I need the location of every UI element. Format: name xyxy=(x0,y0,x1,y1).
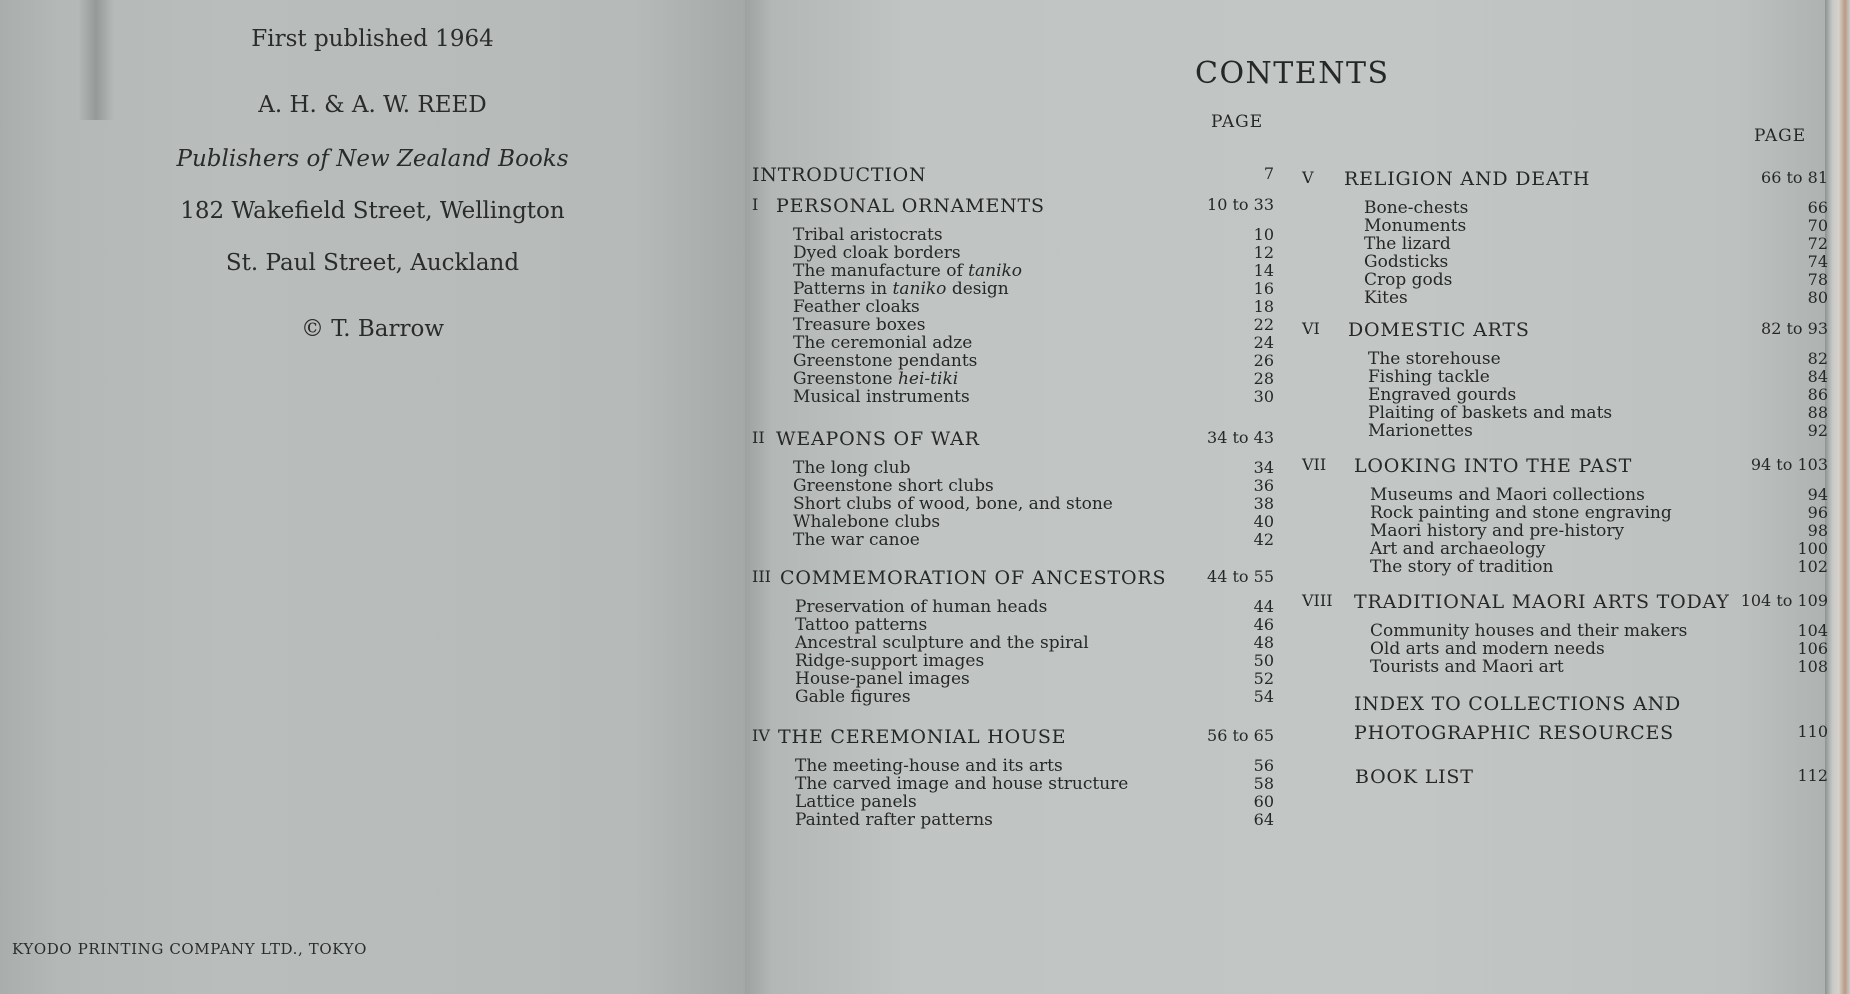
toc-entry-list xyxy=(752,756,1274,828)
toc-entry-title: The storehouse xyxy=(1368,349,1501,369)
toc-entry-page: 94 xyxy=(1807,485,1828,504)
printer-credit: KYODO PRINTING COMPANY LTD., TOKYO xyxy=(12,940,368,958)
toc-entry xyxy=(752,351,1274,369)
toc-entry xyxy=(752,756,1274,774)
toc-entry-title: Engraved gourds xyxy=(1368,385,1517,405)
toc-entry xyxy=(1302,639,1828,657)
toc-entry xyxy=(752,315,1274,333)
toc-entry xyxy=(752,279,1274,297)
toc-entry-list xyxy=(752,225,1274,405)
section-page-range: 7 xyxy=(1263,164,1274,183)
toc-entry xyxy=(1302,521,1828,539)
toc-entry-title: The carved image and house structure xyxy=(795,774,1129,794)
publisher-name: A. H. & A. W. REED xyxy=(258,92,487,118)
section-page-range: 94 to 103 xyxy=(1750,455,1828,474)
toc-entry-title: Kites xyxy=(1364,288,1408,308)
toc-entry xyxy=(752,369,1274,387)
toc-section-index-to-collections-and xyxy=(1302,693,1828,723)
toc-entry-title: Community houses and their makers xyxy=(1370,621,1688,641)
section-page-range: 10 to 33 xyxy=(1207,195,1274,214)
section-page-range: 44 to 55 xyxy=(1207,567,1274,586)
toc-entry-page: 36 xyxy=(1253,476,1274,495)
toc-entry-title: Tattoo patterns xyxy=(795,615,928,635)
toc-entry-page: 52 xyxy=(1253,669,1274,688)
toc-entry-title: Monuments xyxy=(1364,216,1467,236)
toc-entry xyxy=(1302,403,1828,421)
toc-entry-title: The meeting-house and its arts xyxy=(795,756,1063,776)
section-numeral: VI xyxy=(1302,319,1320,338)
toc-entry-page: 50 xyxy=(1253,651,1274,670)
toc-section-photographic-resources xyxy=(1302,722,1828,752)
toc-entry xyxy=(752,333,1274,351)
toc-entry xyxy=(752,651,1274,669)
toc-entry-title: Fishing tackle xyxy=(1368,367,1490,387)
toc-entry-title: Treasure boxes xyxy=(793,315,926,335)
toc-entry-page: 16 xyxy=(1253,279,1274,298)
imprint-page xyxy=(0,0,745,994)
toc-entry-page: 84 xyxy=(1807,367,1828,386)
toc-entry-list xyxy=(752,597,1274,705)
toc-entry xyxy=(752,792,1274,810)
toc-entry-title: The manufacture of taniko xyxy=(793,261,1023,281)
toc-entry xyxy=(1302,216,1828,234)
section-page-range: 82 to 93 xyxy=(1761,319,1828,338)
address-wellington: 182 Wakefield Street, Wellington xyxy=(180,198,565,224)
toc-entry xyxy=(1302,252,1828,270)
section-numeral: VIII xyxy=(1302,591,1333,610)
toc-entry-title: The long club xyxy=(793,458,911,478)
toc-entry xyxy=(752,633,1274,651)
toc-entry-page: 66 xyxy=(1807,198,1828,217)
publisher-tagline: Publishers of New Zealand Books xyxy=(176,146,569,172)
toc-entry xyxy=(1302,198,1828,216)
toc-entry xyxy=(1302,270,1828,288)
toc-entry-page: 38 xyxy=(1253,494,1274,513)
toc-entry xyxy=(1302,657,1828,675)
toc-entry-title: The lizard xyxy=(1364,234,1451,254)
toc-entry xyxy=(752,687,1274,705)
section-page-range: 110 xyxy=(1797,722,1828,741)
section-numeral: IV xyxy=(752,726,770,745)
section-title: BOOK LIST xyxy=(1355,766,1474,788)
toc-entry xyxy=(1302,539,1828,557)
section-title: PHOTOGRAPHIC RESOURCES xyxy=(1354,722,1674,744)
page-edge xyxy=(1825,0,1850,994)
toc-entry-title: Greenstone pendants xyxy=(793,351,978,371)
page-column-heading-right: PAGE xyxy=(1754,126,1807,146)
toc-entry-page: 30 xyxy=(1253,387,1274,406)
section-title: THE CEREMONIAL HOUSE xyxy=(778,726,1067,748)
page-column-heading-left: PAGE xyxy=(1211,112,1264,132)
toc-section-domestic-arts xyxy=(1302,319,1828,349)
toc-entry-title: Museums and Maori collections xyxy=(1370,485,1645,505)
toc-entry-title: Musical instruments xyxy=(793,387,970,407)
toc-entry-title: Greenstone short clubs xyxy=(793,476,994,496)
toc-entry-page: 44 xyxy=(1253,597,1274,616)
toc-section-commemoration-of-ancestors xyxy=(752,567,1274,597)
section-title: WEAPONS OF WAR xyxy=(776,428,980,450)
toc-entry-page: 18 xyxy=(1253,297,1274,316)
section-numeral: III xyxy=(752,567,771,586)
toc-entry-title: Maori history and pre-history xyxy=(1370,521,1625,541)
toc-entry-page: 40 xyxy=(1253,512,1274,531)
toc-entry-page: 72 xyxy=(1807,234,1828,253)
toc-entry xyxy=(752,243,1274,261)
toc-entry-title: Greenstone hei-tiki xyxy=(793,369,959,389)
toc-section-introduction xyxy=(752,164,1274,194)
toc-section-personal-ornaments xyxy=(752,195,1274,225)
toc-entry-page: 74 xyxy=(1807,252,1828,271)
toc-entry-page: 98 xyxy=(1807,521,1828,540)
toc-entry-page: 82 xyxy=(1807,349,1828,368)
toc-entry xyxy=(1302,385,1828,403)
toc-entry xyxy=(1302,367,1828,385)
toc-entry xyxy=(1302,503,1828,521)
toc-entry xyxy=(752,261,1274,279)
toc-entry xyxy=(1302,557,1828,575)
toc-entry-title: Ridge-support images xyxy=(795,651,985,671)
section-page-range: 112 xyxy=(1797,766,1828,785)
toc-section-book-list xyxy=(1302,766,1828,796)
section-title: DOMESTIC ARTS xyxy=(1348,319,1530,341)
toc-entry-list xyxy=(1302,349,1828,439)
toc-entry-title: Old arts and modern needs xyxy=(1370,639,1605,659)
toc-entry xyxy=(752,458,1274,476)
toc-entry-page: 80 xyxy=(1807,288,1828,307)
toc-entry xyxy=(1302,485,1828,503)
toc-entry-page: 96 xyxy=(1807,503,1828,522)
toc-entry xyxy=(752,494,1274,512)
section-title: INDEX TO COLLECTIONS AND xyxy=(1354,693,1682,715)
toc-entry xyxy=(752,669,1274,687)
toc-entry xyxy=(752,512,1274,530)
toc-entry-title: Preservation of human heads xyxy=(795,597,1048,617)
toc-entry xyxy=(752,387,1274,405)
toc-section-weapons-of-war xyxy=(752,428,1274,458)
toc-section-looking-into-the-past xyxy=(1302,455,1828,485)
toc-entry-title: House-panel images xyxy=(795,669,970,689)
section-page-range: 56 to 65 xyxy=(1207,726,1274,745)
toc-entry xyxy=(1302,234,1828,252)
toc-entry-title: Bone-chests xyxy=(1364,198,1469,218)
toc-entry xyxy=(752,530,1274,548)
toc-entry-page: 14 xyxy=(1253,261,1274,280)
toc-entry-list xyxy=(752,458,1274,548)
toc-entry-page: 26 xyxy=(1253,351,1274,370)
toc-entry-page: 10 xyxy=(1253,225,1274,244)
toc-entry xyxy=(752,597,1274,615)
toc-entry-title: Feather cloaks xyxy=(793,297,920,317)
toc-entry-title: Gable figures xyxy=(795,687,911,707)
toc-entry-page: 70 xyxy=(1807,216,1828,235)
toc-entry-title: Patterns in taniko design xyxy=(793,279,1009,299)
toc-entry-page: 34 xyxy=(1253,458,1274,477)
section-page-range: 34 to 43 xyxy=(1207,428,1274,447)
toc-entry xyxy=(1302,621,1828,639)
toc-entry-page: 88 xyxy=(1807,403,1828,422)
section-numeral: V xyxy=(1302,168,1314,187)
section-numeral: II xyxy=(752,428,765,447)
section-page-range: 66 to 81 xyxy=(1761,168,1828,187)
toc-entry-title: Ancestral sculpture and the spiral xyxy=(795,633,1089,653)
toc-entry-list xyxy=(1302,198,1828,306)
toc-entry xyxy=(752,774,1274,792)
section-page-range: 104 to 109 xyxy=(1740,591,1828,610)
toc-entry-page: 56 xyxy=(1253,756,1274,775)
toc-entry-page: 64 xyxy=(1253,810,1274,829)
toc-entry-title: The ceremonial adze xyxy=(793,333,973,353)
toc-section-the-ceremonial-house xyxy=(752,726,1274,756)
copyright-notice: © T. Barrow xyxy=(300,316,445,342)
toc-entry-title: Rock painting and stone engraving xyxy=(1370,503,1672,523)
toc-entry-page: 46 xyxy=(1253,615,1274,634)
toc-entry-page: 54 xyxy=(1253,687,1274,706)
toc-entry-title: Marionettes xyxy=(1368,421,1473,441)
address-auckland: St. Paul Street, Auckland xyxy=(225,250,520,276)
toc-entry-title: Crop gods xyxy=(1364,270,1453,290)
toc-entry-page: 106 xyxy=(1797,639,1828,658)
toc-entry xyxy=(752,615,1274,633)
toc-entry-title: Art and archaeology xyxy=(1370,539,1546,559)
toc-entry-title: The story of tradition xyxy=(1370,557,1554,577)
toc-entry-title: Godsticks xyxy=(1364,252,1449,272)
toc-entry xyxy=(1302,349,1828,367)
toc-entry-title: Lattice panels xyxy=(795,792,917,812)
toc-entry-title: Tribal aristocrats xyxy=(793,225,943,245)
toc-entry xyxy=(1302,288,1828,306)
toc-entry-page: 12 xyxy=(1253,243,1274,262)
toc-entry-page: 78 xyxy=(1807,270,1828,289)
toc-entry-title: The war canoe xyxy=(793,530,920,550)
toc-entry xyxy=(752,810,1274,828)
toc-section-traditional-maori-arts-today xyxy=(1302,591,1828,621)
toc-entry-page: 60 xyxy=(1253,792,1274,811)
toc-entry-title: Plaiting of baskets and mats xyxy=(1368,403,1613,423)
toc-entry-page: 104 xyxy=(1797,621,1828,640)
toc-entry-page: 48 xyxy=(1253,633,1274,652)
toc-entry-page: 86 xyxy=(1807,385,1828,404)
toc-section-religion-and-death xyxy=(1302,168,1828,198)
toc-entry-page: 24 xyxy=(1253,333,1274,352)
section-title: PERSONAL ORNAMENTS xyxy=(776,195,1045,217)
toc-entry-title: Whalebone clubs xyxy=(793,512,941,532)
toc-entry-page: 102 xyxy=(1797,557,1828,576)
section-title: LOOKING INTO THE PAST xyxy=(1354,455,1633,477)
toc-entry-title: Dyed cloak borders xyxy=(793,243,961,263)
section-title: COMMEMORATION OF ANCESTORS xyxy=(780,567,1167,589)
toc-entry xyxy=(1302,421,1828,439)
toc-entry-page: 108 xyxy=(1797,657,1828,676)
section-numeral: VII xyxy=(1302,455,1327,474)
section-numeral: I xyxy=(752,195,759,214)
toc-entry-page: 28 xyxy=(1253,369,1274,388)
toc-entry xyxy=(752,297,1274,315)
toc-entry-page: 42 xyxy=(1253,530,1274,549)
toc-entry-list xyxy=(1302,485,1828,575)
toc-entry-page: 22 xyxy=(1253,315,1274,334)
toc-entry xyxy=(752,225,1274,243)
section-title: TRADITIONAL MAORI ARTS TODAY xyxy=(1354,591,1730,613)
toc-entry-page: 92 xyxy=(1807,421,1828,440)
toc-entry-title: Tourists and Maori art xyxy=(1370,657,1564,677)
toc-entry-page: 58 xyxy=(1253,774,1274,793)
toc-entry-page: 100 xyxy=(1797,539,1828,558)
section-title: RELIGION AND DEATH xyxy=(1344,168,1591,190)
contents-title: CONTENTS xyxy=(1195,56,1390,91)
toc-entry-title: Short clubs of wood, bone, and stone xyxy=(793,494,1113,514)
toc-entry-title: Painted rafter patterns xyxy=(795,810,993,830)
toc-entry-list xyxy=(1302,621,1828,675)
first-published: First published 1964 xyxy=(251,26,494,52)
section-title: INTRODUCTION xyxy=(752,164,927,186)
toc-entry xyxy=(752,476,1274,494)
